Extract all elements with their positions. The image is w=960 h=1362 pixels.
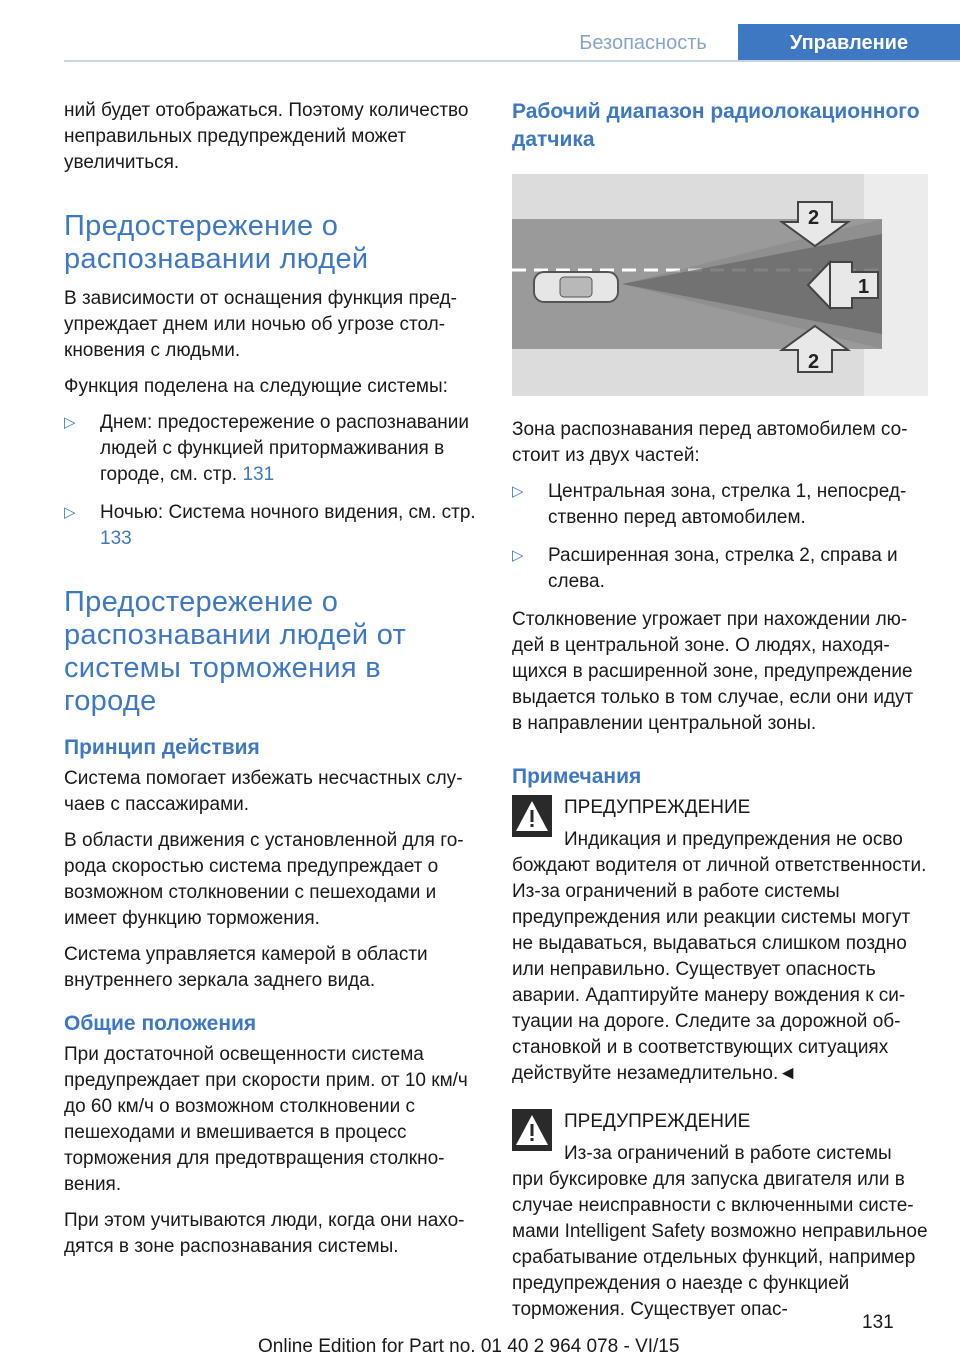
general-paragraph-1: При достаточной освещенности система предупреждает при скорости прим. от 10 км/ч до 60 км/ч о возможном столкновении с пешеходами и вмешивается в процесс торможения для предотвращения столкновения. bbox=[64, 1044, 468, 1195]
list-item bbox=[512, 543, 928, 595]
arrow-2-top-label: 2 bbox=[808, 207, 820, 229]
principle-paragraph-2: В области движения с установленной для города скоростью система предупреждает о возможном столкновении с пешеходами и имеет функцию торможения. bbox=[64, 830, 464, 929]
list-item bbox=[64, 500, 476, 552]
triangle-bullet-icon: ▷ bbox=[512, 483, 524, 500]
heading-notes: Примечания bbox=[512, 765, 642, 788]
page-link[interactable]: 133 bbox=[100, 528, 132, 549]
warning-text: бождают водителя от личной ответственности. Из-за ограничений в работе системы предупреждения или реакции системы могут не выдаваться, выдаваться слишком поздно или неправильно. Существует опасность аварии. Адаптируйте манеру вождения к ситуации на дороге. Следите за дорожной обстановкой и в соответствующих ситуациях действуйте незамедлительно.◄ bbox=[512, 855, 927, 1084]
warning-title: ПРЕДУПРЕЖДЕНИЕ bbox=[564, 797, 751, 818]
header-tab-controls[interactable]: Управление bbox=[738, 24, 960, 62]
right-column bbox=[512, 98, 928, 1337]
list-item bbox=[512, 479, 928, 531]
bullet-text: Днем: предостережение о распознавании людей с функцией притормаживания в городе, см. стр. bbox=[100, 412, 469, 485]
people-paragraph-2: Функция поделена на следующие системы: bbox=[64, 376, 448, 397]
warning-block-1 bbox=[512, 795, 928, 1087]
arrow-1-label: 1 bbox=[858, 276, 870, 298]
zone-paragraph: Зона распознавания перед автомобилем состоит из двух частей: bbox=[512, 419, 908, 466]
general-paragraph-2: При этом учитываются люди, когда они находятся в зоне распознавания системы. bbox=[64, 1210, 465, 1257]
radar-range-diagram bbox=[512, 174, 928, 396]
systems-list bbox=[64, 410, 476, 552]
intro-paragraph: ний будет отображаться. Поэтому количество неправильных предупреждений может увеличиться. bbox=[64, 100, 469, 173]
heading-people-warning: Предостережение о распознавании людей bbox=[64, 210, 369, 275]
heading-principle: Принцип действия bbox=[64, 736, 260, 759]
bullet-text: Ночью: Система ночного видения, см. стр. bbox=[100, 502, 476, 523]
zones-list bbox=[512, 479, 928, 595]
warning-icon bbox=[512, 1109, 552, 1151]
list-item bbox=[64, 410, 476, 488]
heading-city-braking: Предостережение о распознавании людей от системы торможения в городе bbox=[64, 586, 407, 717]
warning-icon bbox=[512, 795, 552, 837]
arrow-2-bottom-label: 2 bbox=[808, 351, 820, 373]
header-divider bbox=[64, 60, 960, 62]
header-tab-safety[interactable]: Безопасность bbox=[579, 32, 707, 54]
warning-text-start: Индикация и предупреждения не осво bbox=[564, 829, 903, 850]
bullet-text: Расширенная зона, стрелка 2, справа и слева. bbox=[548, 545, 898, 592]
people-paragraph-1: В зависимости от оснащения функция предупреждает днем или ночью об угрозе столкновения с людьми. bbox=[64, 288, 457, 361]
car-icon bbox=[534, 272, 618, 302]
triangle-bullet-icon: ▷ bbox=[64, 414, 76, 431]
triangle-bullet-icon: ▷ bbox=[512, 547, 524, 564]
page-link[interactable]: 131 bbox=[242, 464, 275, 485]
heading-general: Общие положения bbox=[64, 1012, 257, 1035]
edition-footer: Online Edition for Part no. 01 40 2 964 078 - VI/15 bbox=[258, 1336, 680, 1357]
heading-radar-range: Рабочий диапазон радиолокационного датчика bbox=[512, 100, 920, 151]
bullet-text: Центральная зона, стрелка 1, непосредственно перед автомобилем. bbox=[548, 481, 907, 528]
warning-block-2 bbox=[512, 1109, 928, 1323]
warning-text: при буксировке для запуска двигателя или в случае неисправности с включенными системами Intelligent Safety возможно неправильное срабатывание отдельных функций, например предупреждения о наезде с функцией торможения. Существует опас- bbox=[512, 1169, 928, 1320]
principle-paragraph-3: Система управляется камерой в области внутреннего зеркала заднего вида. bbox=[64, 944, 428, 991]
principle-paragraph-1: Система помогает избежать несчастных случаев с пассажирами. bbox=[64, 768, 463, 815]
collision-paragraph: Столкновение угрожает при нахождении людей в центральной зоне. О людях, находящихся в расширенной зоне, предупреждение выдается только в том случае, если они идут в направлении центральной зоны. bbox=[512, 609, 914, 734]
triangle-bullet-icon: ▷ bbox=[64, 504, 76, 521]
page-number: 131 bbox=[862, 1312, 894, 1333]
warning-text-start: Из-за ограничений в работе системы bbox=[564, 1143, 892, 1164]
warning-title: ПРЕДУПРЕЖДЕНИЕ bbox=[564, 1111, 751, 1132]
left-column bbox=[64, 98, 476, 1270]
